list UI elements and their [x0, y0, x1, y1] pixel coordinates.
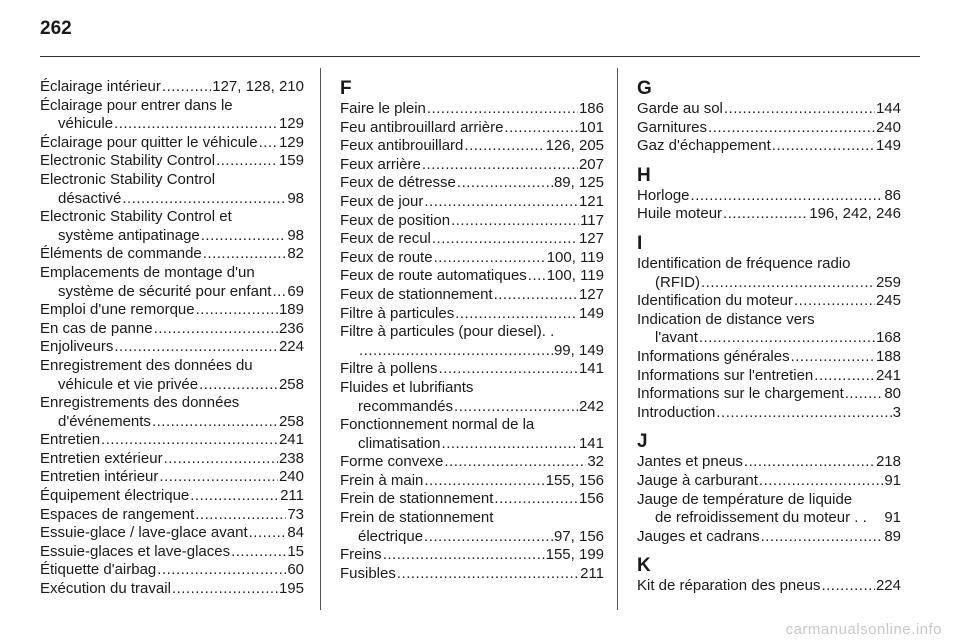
column-divider [320, 68, 321, 610]
index-entry [40, 561, 304, 580]
page-ref: 186 [578, 100, 604, 117]
page-ref: 86 [884, 186, 901, 204]
index-entry [340, 230, 604, 249]
dot-leader [442, 435, 578, 454]
watermark: carmanualsonline.info [785, 621, 942, 638]
entry-text: (RFID) [655, 273, 700, 291]
dot-leader [821, 577, 875, 596]
page-ref: 211 [280, 487, 304, 505]
entry-text: Équipement électrique [40, 487, 190, 505]
page-ref: 258 [278, 412, 304, 430]
dot-leader [791, 348, 875, 367]
index-entry [637, 404, 901, 423]
page-ref: 224 [278, 338, 304, 356]
column-divider [617, 68, 618, 610]
dot-leader [759, 472, 883, 491]
entry-text: Fonctionnement normal de la [340, 416, 535, 434]
dot-leader [164, 450, 278, 469]
dot-leader [249, 524, 287, 543]
dot-leader [203, 245, 287, 264]
index-entry [340, 490, 604, 509]
dot-leader [359, 342, 553, 361]
dot-leader [159, 468, 278, 487]
page-ref: 155, 199 [545, 546, 604, 564]
entry-text: Electronic Stability Control et [40, 208, 232, 226]
entry-text: Frein de stationnement [340, 490, 494, 508]
page-ref: 258 [278, 375, 304, 393]
index-entry [637, 292, 901, 311]
entry-text: véhicule et vie privée [58, 375, 199, 393]
index-entry [40, 245, 304, 264]
page-ref: 149 [875, 137, 901, 155]
dot-leader [422, 156, 578, 175]
index-entry [637, 491, 901, 528]
index-entry [340, 565, 604, 584]
entry-text: Feux de détresse [340, 174, 456, 192]
page-ref: 218 [875, 453, 901, 471]
page-ref: 91 [884, 471, 901, 489]
entry-text: Fluides et lubrifiants [340, 378, 474, 396]
entry-text: Faire le plein [340, 100, 426, 117]
page-ref: 121 [578, 192, 604, 210]
page-ref: 80 [884, 385, 901, 403]
dot-leader [196, 301, 278, 320]
page-ref: 89, 125 [553, 174, 604, 192]
page-ref: 189 [278, 301, 304, 319]
index-entry [40, 301, 304, 320]
dot-leader [424, 193, 578, 212]
page-ref: 240 [875, 118, 901, 136]
index-entry [637, 255, 901, 292]
entry-text: Feux de recul [340, 230, 431, 248]
dot-leader [716, 404, 891, 423]
dot-leader [761, 528, 884, 547]
page-ref: 245 [875, 292, 901, 310]
index-entry [637, 137, 901, 156]
dot-leader [494, 490, 578, 509]
page-ref: 195 [278, 580, 304, 598]
entry-text: Jantes et pneus [637, 453, 743, 471]
page-ref: 141 [578, 434, 604, 452]
dot-leader [794, 292, 875, 311]
entry-text: Emplacements de montage d'un [40, 263, 255, 281]
entry-text: En cas de panne [40, 319, 153, 337]
dot-leader [272, 283, 286, 302]
index-entry [340, 267, 604, 286]
index-entry [340, 137, 604, 156]
page-ref: 60 [287, 561, 304, 579]
index-entry [40, 78, 304, 97]
index-entry [340, 100, 604, 119]
dot-leader [457, 174, 553, 193]
dot-leader [504, 119, 578, 138]
dot-leader [114, 115, 278, 134]
index-entry [40, 320, 304, 339]
entry-text: climatisation [358, 434, 441, 452]
index-entry [637, 205, 901, 224]
index-entry [637, 311, 901, 348]
entry-text: véhicule [58, 115, 114, 133]
page-ref: 144 [875, 100, 901, 117]
entry-text: Filtre à pollens [340, 360, 438, 378]
dot-leader [427, 100, 578, 119]
index-entry [40, 506, 304, 525]
dot-leader [454, 398, 578, 417]
index-entry [637, 528, 901, 547]
dot-leader [424, 528, 553, 547]
dot-leader [162, 78, 211, 97]
index-entry [637, 472, 901, 491]
section-letter: I [637, 232, 643, 254]
dot-leader [195, 506, 286, 525]
index-entry [637, 100, 901, 119]
entry-text: Jauges et cadrans [637, 527, 760, 545]
index-entry [637, 119, 901, 138]
index-entry [340, 379, 604, 416]
dot-leader [259, 134, 278, 153]
page-ref: 84 [287, 524, 304, 542]
page-ref: 127 [578, 285, 604, 303]
dot-leader [172, 580, 278, 599]
page-number: 262 [40, 18, 72, 39]
dot-leader [432, 230, 578, 249]
page-ref: 127, 128, 210 [212, 78, 304, 95]
entry-text: l'avant [655, 329, 698, 347]
entry-text: Éclairage pour quitter le véhicule [40, 133, 258, 151]
page-ref: 241 [875, 366, 901, 384]
index-entry [340, 472, 604, 491]
page-ref: 242 [578, 397, 604, 415]
entry-text: Informations générales [637, 347, 790, 365]
entry-text: système de sécurité pour enfant [58, 282, 272, 300]
entry-text: Informations sur le chargement [637, 385, 844, 403]
entry-text: Filtre à particules [340, 304, 455, 322]
entry-text: Freins [340, 546, 382, 564]
dot-leader [444, 453, 586, 472]
entry-text: désactivé [58, 189, 122, 207]
dot-leader [708, 119, 875, 138]
index-entry [340, 193, 604, 212]
page-ref: 149 [578, 304, 604, 322]
dot-leader [434, 249, 546, 268]
entry-text: Indication de distance vers [637, 310, 815, 328]
page-ref: 236 [278, 319, 304, 337]
entry-text: Enjoliveurs [40, 338, 114, 356]
page-ref: 129 [278, 133, 304, 151]
index-entry [340, 119, 604, 138]
section-letter: J [637, 431, 648, 453]
entry-text: Frein à main [340, 471, 424, 489]
entry-text: Feux antibrouillard [340, 137, 464, 155]
page-ref: 99, 149 [553, 341, 604, 359]
index-entry [637, 453, 901, 472]
entry-text: Feux de route [340, 248, 433, 266]
index-entry [637, 577, 901, 596]
dot-leader [701, 274, 875, 293]
section-letter: K [637, 555, 651, 577]
dot-leader [199, 376, 278, 395]
page-ref: 188 [875, 347, 901, 365]
section-letter: H [637, 164, 651, 186]
entry-text: Frein de stationnement [340, 509, 494, 527]
section-letter: G [637, 78, 652, 99]
page-ref: 129 [278, 115, 304, 133]
index-entry [40, 264, 304, 301]
index-entry [40, 134, 304, 153]
entry-text: système antipatinage [58, 226, 200, 244]
entry-text: Feux arrière [340, 155, 421, 173]
entry-text: Identification du moteur [637, 292, 793, 310]
entry-text: Feu antibrouillard arrière [340, 118, 504, 136]
index-entry [340, 249, 604, 268]
index-entry [340, 509, 604, 546]
dot-leader [494, 286, 578, 305]
entry-text: Electronic Stability Control [40, 152, 216, 170]
entry-text: Garnitures [637, 118, 708, 136]
index-entry [40, 524, 304, 543]
index-entry [40, 394, 304, 431]
index-entry [40, 208, 304, 245]
dot-leader [439, 360, 578, 379]
section-letter: F [340, 78, 352, 99]
dot-leader [152, 413, 278, 432]
dot-leader [845, 385, 884, 404]
entry-text: Essuie-glace / lave-glace avant [40, 524, 248, 542]
dot-leader [397, 565, 579, 584]
dot-leader [451, 212, 579, 231]
index-entry [40, 431, 304, 450]
dot-leader [101, 431, 278, 450]
page-ref: 32 [587, 453, 604, 471]
entry-text: Feux de jour [340, 192, 424, 210]
index-entry [340, 174, 604, 193]
entry-text: Jauge à carburant [637, 471, 758, 489]
dot-leader [455, 305, 578, 324]
entry-text: Éclairage intérieur [40, 78, 161, 95]
entry-text: Kit de réparation des pneus [637, 577, 821, 595]
dot-leader [383, 546, 545, 565]
index-entry [40, 543, 304, 562]
index-entry [340, 156, 604, 175]
entry-text: Huile moteur [637, 205, 723, 223]
page-ref: 98 [287, 226, 304, 244]
entry-text: Informations sur l'entretien [637, 366, 814, 384]
dot-leader [424, 472, 544, 491]
page-ref: 15 [287, 542, 304, 560]
page-ref: 241 [278, 431, 304, 449]
entry-text: Emploi d'une remorque [40, 301, 195, 319]
dot-leader [122, 190, 286, 209]
index-entry [637, 367, 901, 386]
dot-leader [528, 267, 546, 286]
index-entry [340, 453, 604, 472]
entry-text: Garde au sol [637, 100, 723, 117]
dot-leader [724, 100, 875, 119]
entry-text: Entretien [40, 431, 101, 449]
index-entry [340, 416, 604, 453]
dot-leader [772, 137, 875, 156]
page-ref: 168 [875, 329, 901, 347]
dot-leader [190, 487, 279, 506]
entry-text: Introduction [637, 403, 716, 421]
dot-leader [699, 329, 875, 348]
entry-text: Filtre à particules (pour diesel). . [340, 323, 555, 341]
entry-text: Exécution du travail [40, 580, 171, 598]
dot-leader [691, 187, 884, 206]
index-entry [637, 385, 901, 404]
page-ref: 73 [287, 505, 304, 523]
index-entry [40, 468, 304, 487]
entry-text: électrique [358, 527, 424, 545]
dot-leader [723, 205, 808, 224]
entry-text: Feux de position [340, 211, 451, 229]
dot-leader [157, 561, 286, 580]
index-column-1 [40, 78, 304, 599]
index-entry [40, 580, 304, 599]
index-entry [637, 187, 901, 206]
index-entry [40, 171, 304, 208]
page-ref: 238 [278, 449, 304, 467]
page-ref: 240 [278, 468, 304, 486]
index-entry [340, 360, 604, 379]
page-ref: 100, 119 [546, 267, 604, 285]
entry-text: Feux de stationnement [340, 285, 493, 303]
entry-text: Entretien intérieur [40, 468, 159, 486]
entry-text: Electronic Stability Control [40, 170, 216, 188]
index-entry [340, 323, 604, 360]
entry-text: Entretien extérieur [40, 449, 163, 467]
index-entry [637, 348, 901, 367]
index-entry [340, 305, 604, 324]
page-ref: 101 [578, 118, 604, 136]
entry-text: Gaz d'échappement [637, 137, 771, 155]
dot-leader [744, 453, 875, 472]
entry-text: Essuie-glaces et lave-glaces [40, 542, 231, 560]
dot-leader [114, 338, 278, 357]
index-entry [340, 286, 604, 305]
page-ref: 100, 119 [546, 248, 604, 266]
dot-leader [201, 227, 287, 246]
dot-leader [464, 137, 544, 156]
index-entry [40, 97, 304, 134]
entry-text: Enregistrement des données du [40, 356, 253, 374]
page-ref: 127 [578, 230, 604, 248]
entry-text: Jauge de température de liquide [637, 490, 853, 508]
index-entry [340, 546, 604, 565]
index-entry [40, 487, 304, 506]
dot-leader [231, 543, 286, 562]
page-ref: 82 [287, 245, 304, 263]
entry-text: Éclairage pour entrer dans le [40, 96, 233, 114]
page-ref: 211 [580, 564, 604, 582]
entry-text: d'événements [58, 412, 151, 430]
page-ref: 207 [578, 155, 604, 173]
page-ref: 3 [892, 403, 901, 421]
index-column-2 [340, 78, 604, 583]
index-column-3 [637, 78, 901, 596]
page-ref: 98 [287, 189, 304, 207]
page-ref: 196, 242, 246 [809, 205, 901, 223]
index-entry [40, 357, 304, 394]
page-ref: 224 [875, 577, 901, 595]
dot-leader [216, 152, 278, 171]
page-ref: 259 [875, 273, 901, 291]
page-ref: 97, 156 [553, 527, 604, 545]
page-ref: 126, 205 [545, 137, 604, 155]
page-ref: 89 [884, 527, 901, 545]
page-ref: 159 [278, 152, 304, 170]
index-entry [40, 152, 304, 171]
index-entry [40, 338, 304, 357]
entry-text: Étiquette d'airbag [40, 561, 157, 579]
page-ref: 69 [287, 282, 304, 300]
entry-text: Éléments de commande [40, 245, 202, 263]
entry-text: recommandés [358, 397, 454, 415]
entry-text: Enregistrements des données [40, 394, 240, 412]
entry-text: Identification de fréquence radio [637, 254, 851, 272]
page-ref: 91 [884, 509, 901, 527]
entry-text: Horloge [637, 186, 690, 204]
page-ref: 141 [578, 360, 604, 378]
entry-text: de refroidissement du moteur . . [655, 509, 867, 527]
dot-leader [154, 320, 278, 339]
dot-leader [814, 367, 875, 386]
entry-text: Forme convexe [340, 453, 444, 471]
page-ref: 155, 156 [545, 471, 604, 489]
index-entry [340, 212, 604, 231]
entry-text: Feux de route automatiques [340, 267, 527, 285]
entry-text: Fusibles [340, 564, 396, 582]
page-ref: 156 [578, 490, 604, 508]
index-entry [40, 450, 304, 469]
header-rule [40, 56, 920, 57]
entry-text: Espaces de rangement [40, 505, 195, 523]
page-ref: 117 [580, 211, 604, 229]
